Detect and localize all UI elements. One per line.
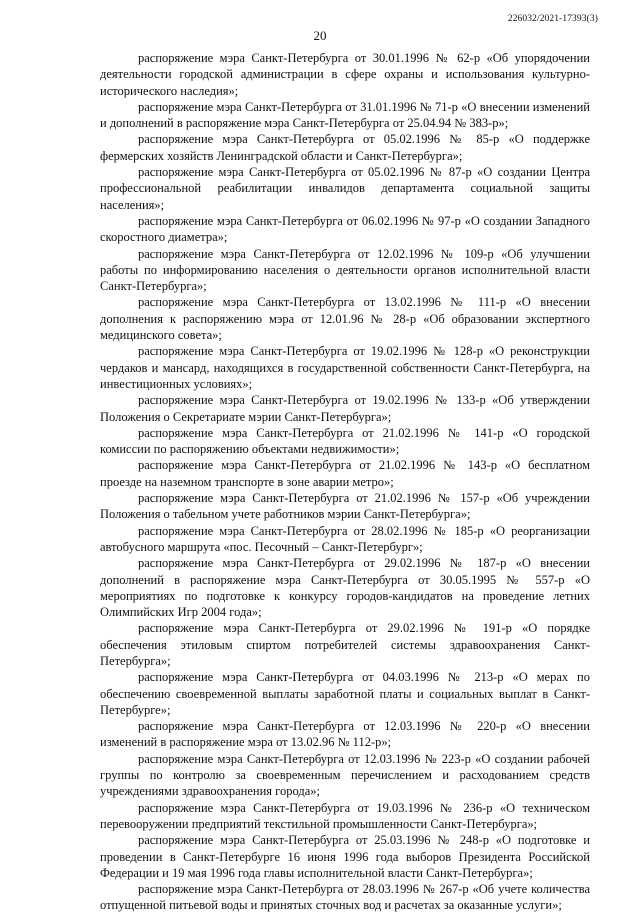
order-item-109: распоряжение мэра Санкт-Петербурга от 12.02.1996 № 109-р «Об улучшении работы по информированию населения о деятельности органов исполнительной власти Санкт-Петербурга»; <box>100 246 590 294</box>
page-number: 20 <box>313 28 327 43</box>
order-item-97: распоряжение мэра Санкт-Петербурга от 06.02.1996 № 97-р «О создании Западного скоростного диаметра»; <box>100 213 590 245</box>
order-item-133: распоряжение мэра Санкт-Петербурга от 19.02.1996 № 133-р «Об утверждении Положения о Секретариате мэрии Санкт-Петербурга»; <box>100 393 590 424</box>
order-item-85: распоряжение мэра Санкт-Петербурга от 05.02.1996 № 85-р «О поддержке фермерских хозяйств Ленинградской области и Санкт-Петербурга»; <box>100 132 590 163</box>
order-item-267: распоряжение мэра Санкт-Петербурга от 28.03.1996 № 267-р «Об учете количества отпущенной питьевой воды и принятых сточных вод и расчетах за оказанные услуги»; <box>100 882 590 913</box>
order-item-62: распоряжение мэра Санкт-Петербурга от 30.01.1996 № 62-р «Об упорядочении деятельности городской администрации в сфере охраны и использования культурно-исторического наследия»; <box>100 51 590 98</box>
order-item-191: распоряжение мэра Санкт-Петербурга от 29.02.1996 № 191-р «О порядке обеспечения этиловым спиртом потребителей системы здравоохранения Санкт-Петербурга»; <box>100 621 590 668</box>
order-item-223: распоряжение мэра Санкт-Петербурга от 12.03.1996 № 223-р «О создании рабочей группы по контролю за своевременным перечислением и расходованием средств учреждениями здравоохранения города»; <box>100 751 590 799</box>
document-registration-number: 226032/2021-17393(3) <box>507 14 598 24</box>
order-item-141: распоряжение мэра Санкт-Петербурга от 21.02.1996 № 141-р «О городской комиссии по распоряжению объектами недвижимости»; <box>100 425 590 457</box>
order-item-248: распоряжение мэра Санкт-Петербурга от 25.03.1996 № 248-р «О подготовке и проведении в Санкт-Петербурге 16 июня 1996 года выборов Президента Российской Федерации и 19 мая 1996 года главы исполнительной власти Санкт-Петербурга»; <box>100 833 590 880</box>
order-item-185: распоряжение мэра Санкт-Петербурга от 28.02.1996 № 185-р «О реорганизации автобусного маршрута «пос. Песочный – Санкт-Петербург»; <box>100 523 590 554</box>
order-item-157: распоряжение мэра Санкт-Петербурга от 21.02.1996 № 157-р «Об учреждении Положения о табельном учете работников мэрии Санкт-Петербурга»; <box>100 491 590 522</box>
order-item-236: распоряжение мэра Санкт-Петербурга от 19.03.1996 № 236-р «О техническом перевооружении предприятий текстильной промышленности Санкт-Петербурга»; <box>100 800 590 831</box>
order-item-128: распоряжение мэра Санкт-Петербурга от 19.02.1996 № 128-р «О реконструкции чердаков и мансард, находящихся в государственной собственности Санкт-Петербурга, на инвестиционных условиях»; <box>100 344 590 391</box>
order-item-87: распоряжение мэра Санкт-Петербурга от 05.02.1996 № 87-р «О создании Центра профессиональной реабилитации инвалидов департамента социальной защиты населения»; <box>100 165 590 212</box>
order-item-220: распоряжение мэра Санкт-Петербурга от 12.03.1996 № 220-р «О внесении изменений в распоряжение мэра от 13.02.96 № 112-р»; <box>100 719 590 750</box>
order-item-213: распоряжение мэра Санкт-Петербурга от 04.03.1996 № 213-р «О мерах по обеспечению своевременной выплаты заработной платы и социальных выплат в Санкт-Петербурге»; <box>100 670 590 717</box>
order-item-111: распоряжение мэра Санкт-Петербурга от 13.02.1996 № 111-р «О внесении дополнения к распоряжению мэра от 12.01.96 № 28-р «Об образовании экспертного медицинского совета»; <box>100 295 590 343</box>
document-body <box>100 50 590 914</box>
order-item-143: распоряжение мэра Санкт-Петербурга от 21.02.1996 № 143-р «О бесплатном проезде на наземном транспорте в зоне аварии метро»; <box>100 458 590 489</box>
order-item-71: распоряжение мэра Санкт-Петербурга от 31.01.1996 № 71-р «О внесении изменений и дополнений в распоряжение мэра Санкт-Петербурга от 25.04.94 № 383-р»; <box>100 99 590 131</box>
order-item-187: распоряжение мэра Санкт-Петербурга от 29.02.1996 № 187-р «О внесении дополнений в распоряжение мэра Санкт-Петербурга от 30.05.1995 № 557-р «О мероприятиях по подготовке к конкурсу городов-кандидатов на проведение летних Олимпийских Игр 2004 года»; <box>100 556 590 620</box>
